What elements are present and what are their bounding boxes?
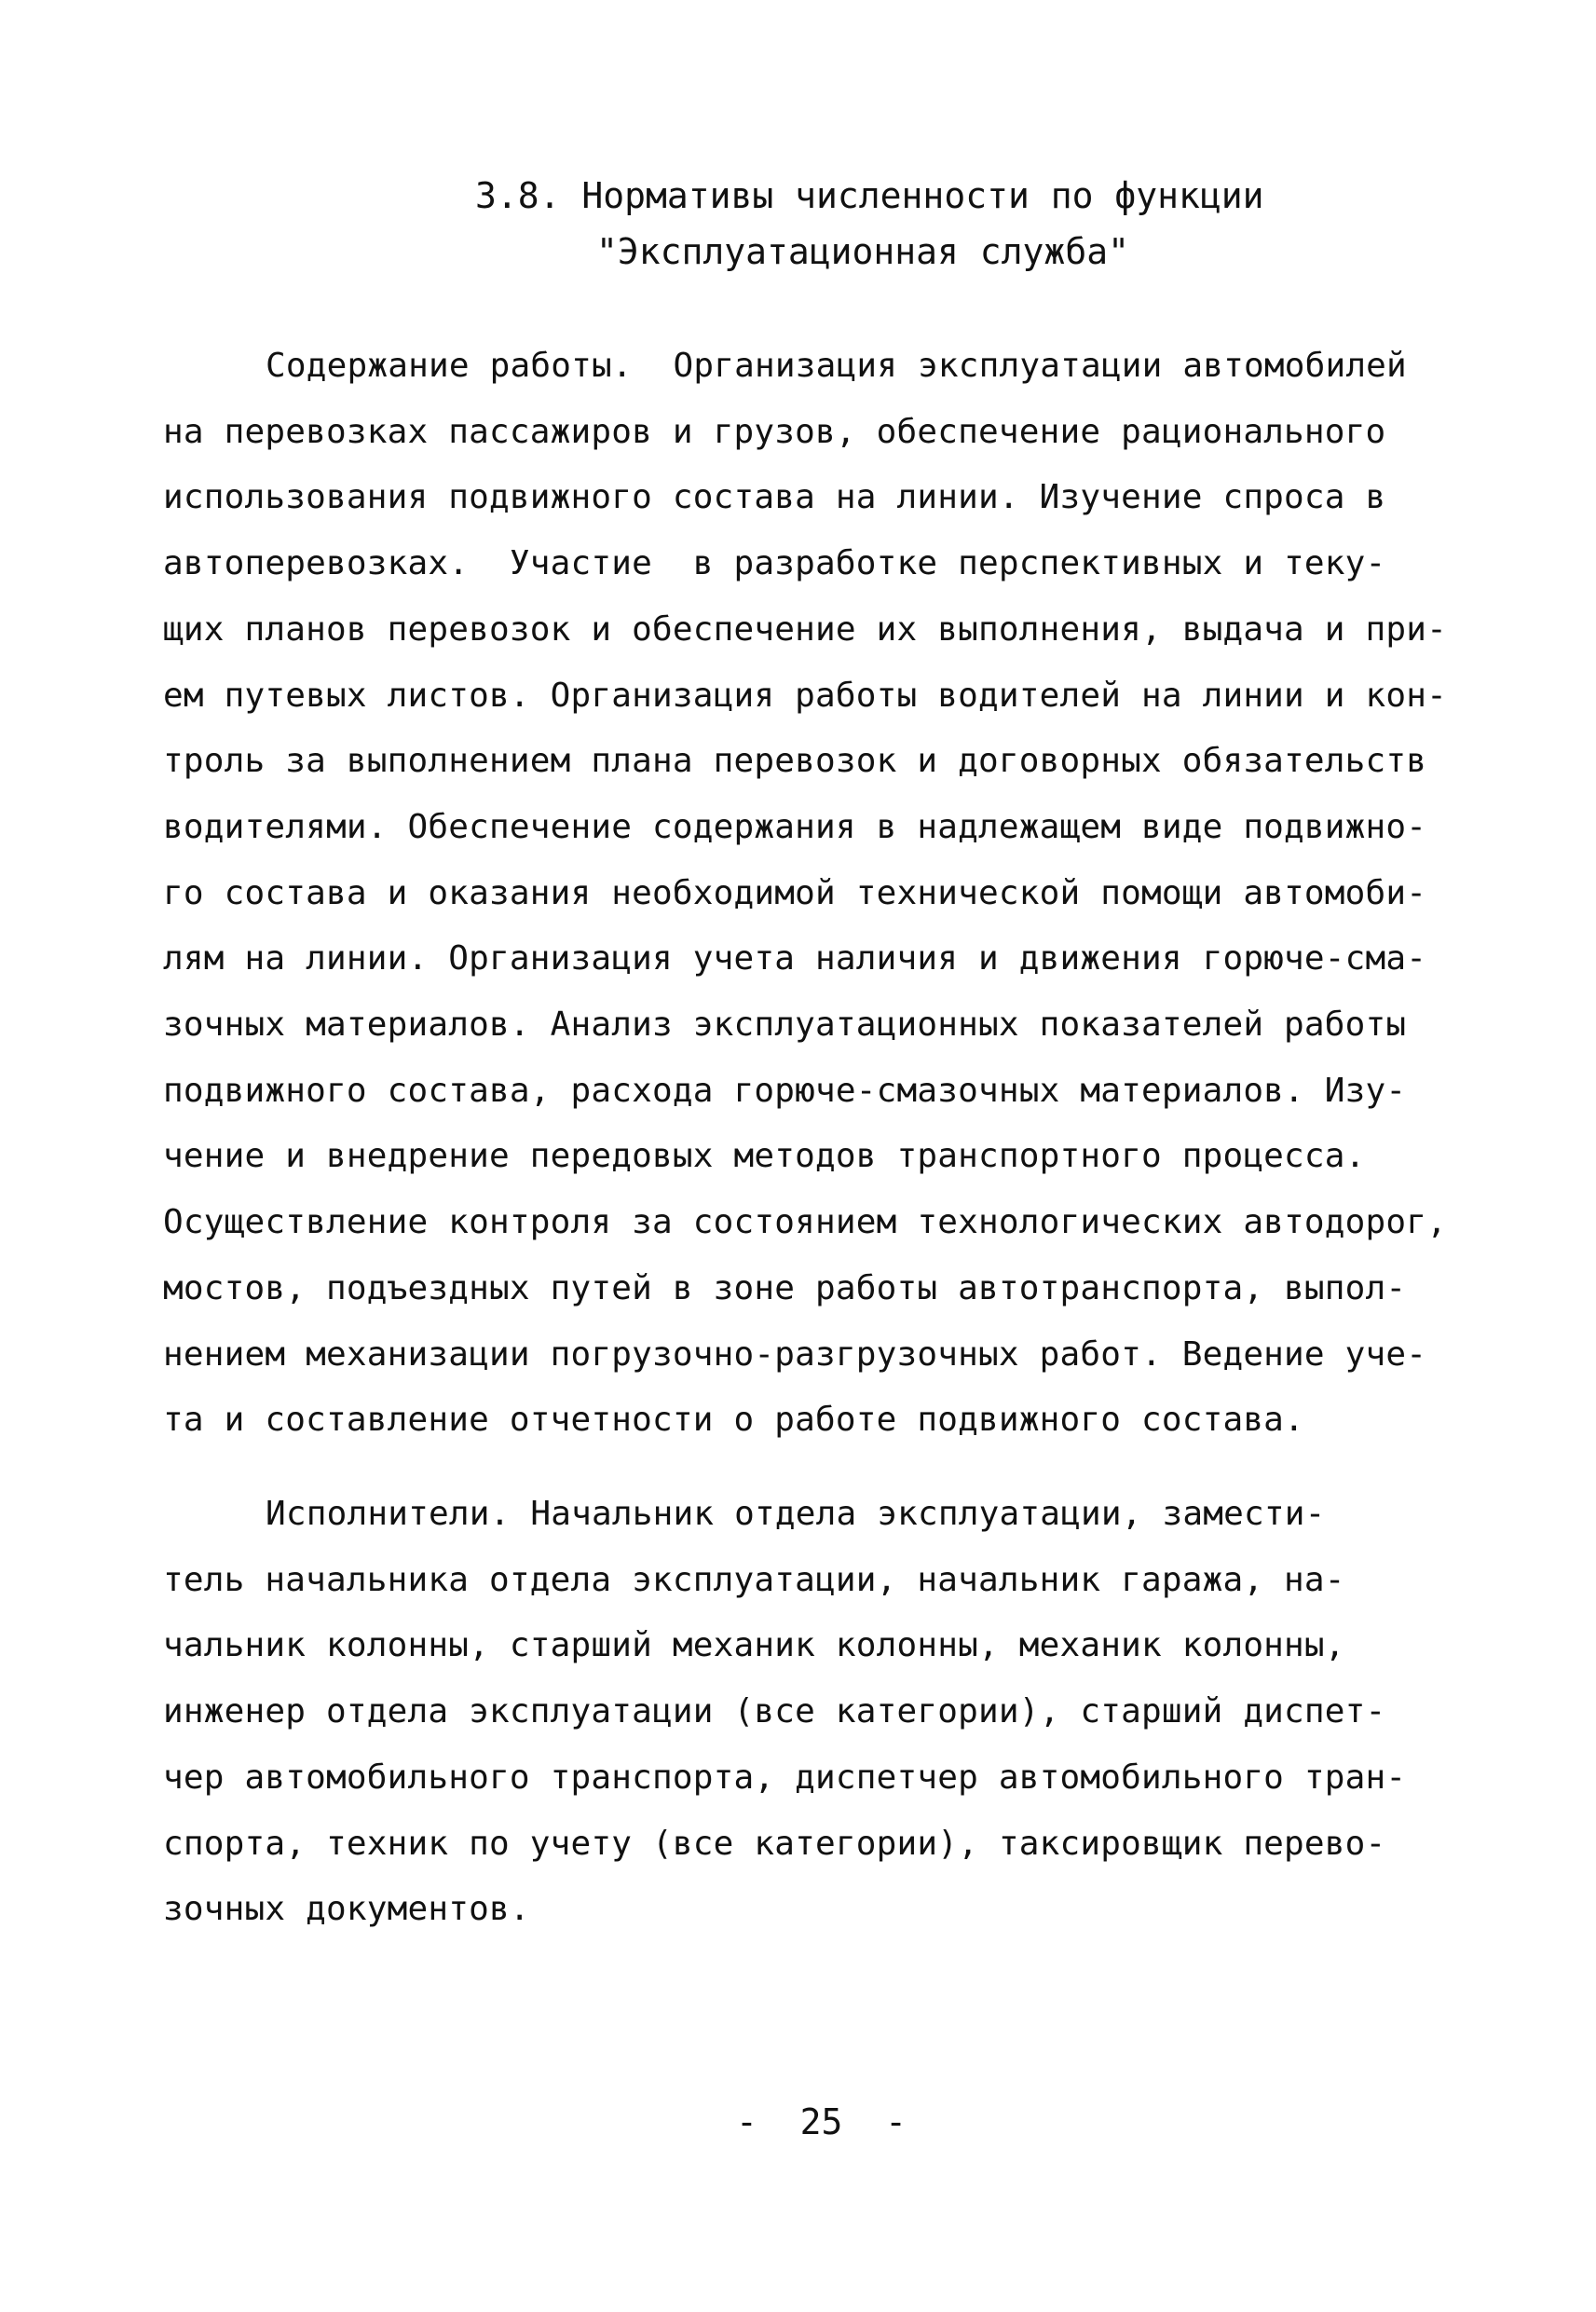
text-line: ем путевых листов. Организация работы водителей на линии и кон- [163,676,1448,715]
text-line: Исполнители. Начальник отдела эксплуатации, замести- [266,1495,1326,1533]
text-line: автоперевозках. Участие в разработке перспективных и теку- [163,544,1386,583]
text-line: чение и внедрение передовых методов транспортного процесса. [163,1137,1366,1176]
heading-line-2: "Эксплуатационная служба" [596,231,1129,272]
text-line: мостов, подъездных путей в зоне работы автотранспорта, выпол- [163,1268,1407,1307]
paragraph-performers [163,1482,1467,1943]
text-line: зочных материалов. Анализ эксплуатационных показателей работы [163,1006,1407,1045]
text-line: водителями. Обеспечение содержания в надлежащем виде подвижно- [163,807,1427,846]
text-line: троль за выполнением плана перевозок и договорных обязательств [163,742,1427,781]
heading-line-1: 3.8. Нормативы численности по функции [475,175,1264,216]
text-line: чальник колонны, старший механик колонны, механик колонны, [163,1626,1345,1665]
text-line: чер автомобильного транспорта, диспетчер автомобильного тран- [163,1758,1407,1797]
paragraph-work-content [163,334,1467,1454]
text-line: тель начальника отдела эксплуатации, начальник гаража, на- [163,1560,1345,1599]
text-line: та и составление отчетности о работе подвижного состава. [163,1401,1304,1440]
text-line: нением механизации погрузочно-разгрузочных работ. Ведение уче- [163,1334,1427,1374]
text-line: использования подвижного состава на линии. Изучение спроса в [163,478,1386,517]
text-line: подвижного состава, расхода горюче-смазочных материалов. Изу- [163,1071,1407,1110]
text-line: щих планов перевозок и обеспечение их выполнения, выдача и при- [163,609,1448,649]
text-line: го состава и оказания необходимой технической помощи автомоби- [163,873,1427,912]
page-number: - 25 - [735,2101,907,2142]
text-line: спорта, техник по учету (все категории), таксировщик перево- [163,1824,1386,1863]
text-line: Содержание работы. Организация эксплуатации автомобилей [266,347,1407,385]
text-line: лям на линии. Организация учета наличия и движения горюче-сма- [163,939,1427,978]
text-line: на перевозках пассажиров и грузов, обеспечение рационального [163,412,1386,451]
section-heading [0,168,1596,280]
text-line: инженер отдела эксплуатации (все категории), старший диспет- [163,1692,1386,1731]
text-line: зочных документов. [163,1890,530,1929]
text-line: Осуществление контроля за состоянием технологических автодорог, [163,1203,1448,1242]
